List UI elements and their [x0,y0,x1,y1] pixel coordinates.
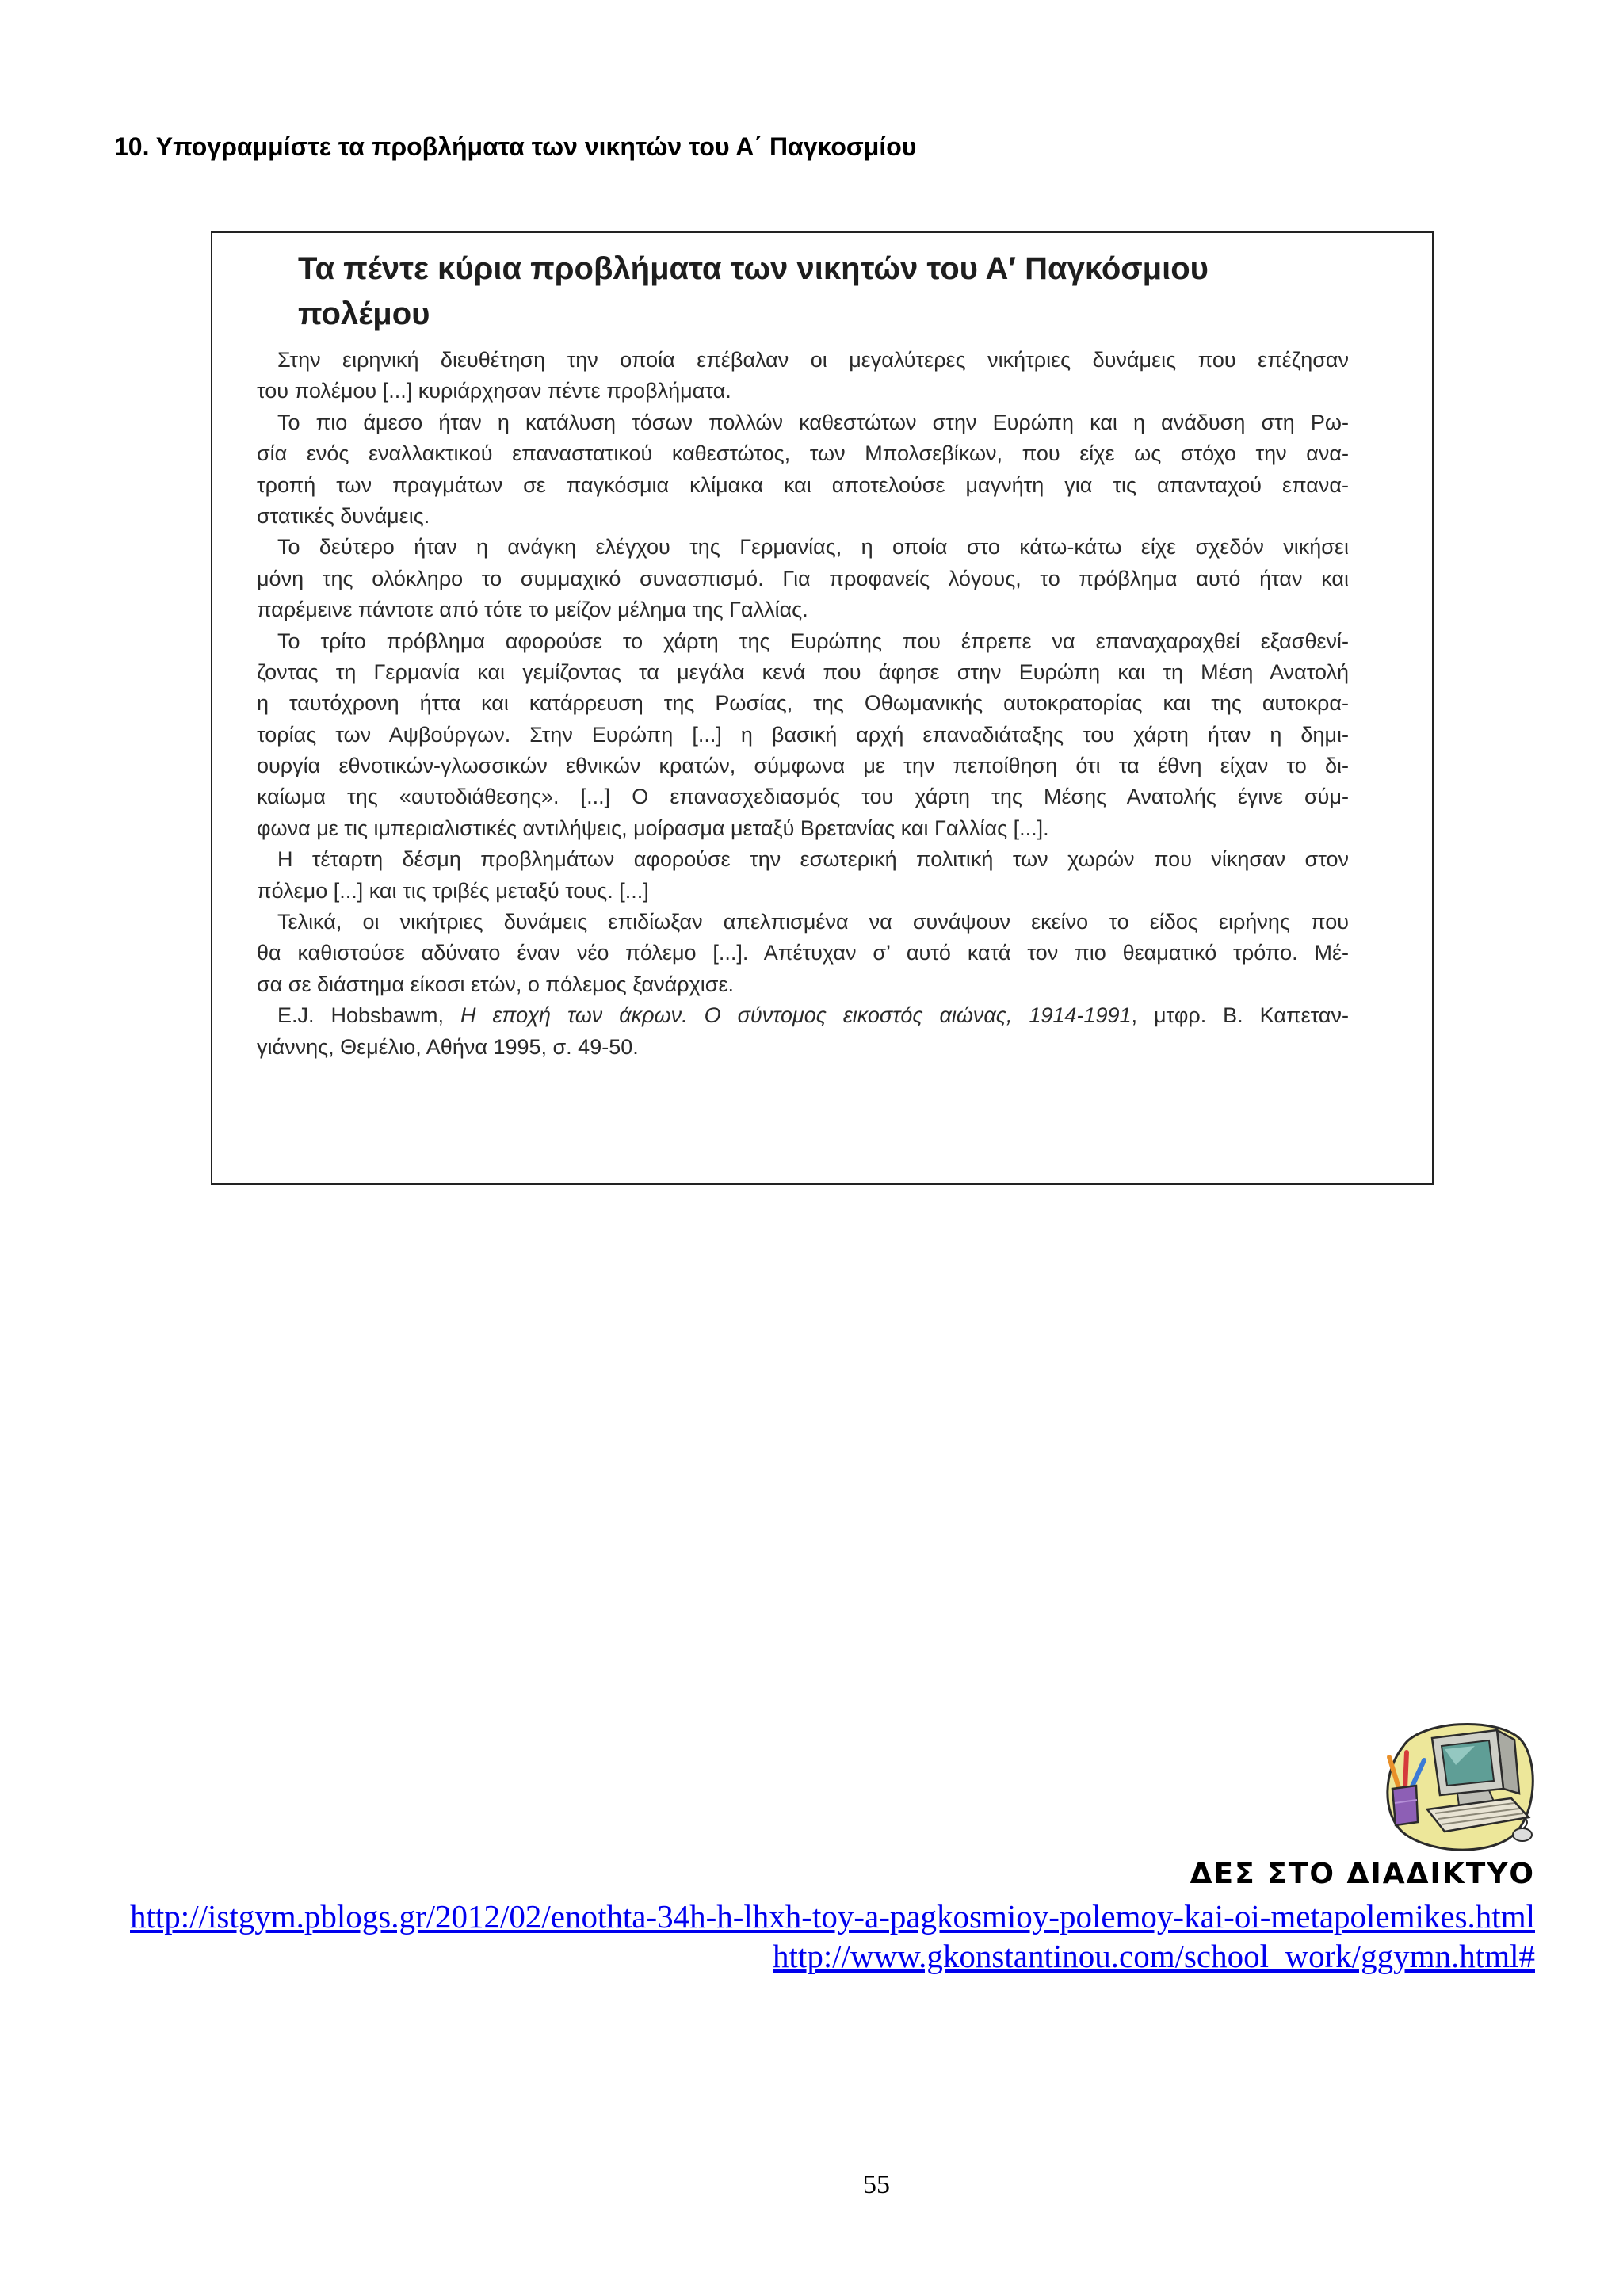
text-line: καίωμα της «αυτοδιάθεσης». [...] Ο επανασχεδιασμός του χάρτη της Μέσης Ανατολής έγινε σύμ- [257,785,1349,809]
text-line: τροπή των πραγμάτων σε παγκόσμια κλίμακα και αποτελούσε μαγνήτη για τις απανταχού επανα- [257,472,1349,497]
internet-links [48,1897,1535,1976]
text-line: του πολέμου [...] κυριάρχησαν πέντε προβλήματα. [257,379,731,403]
citation-line [257,1000,1349,1031]
source-excerpt-box [211,231,1434,1185]
citation-author: E.J. Hobsbawm, [277,1003,461,1028]
web-link[interactable]: http://istgym.pblogs.gr/2012/02/enothta-34h-h-lhxh-toy-a-pagkosmioy-polemoy-kai-oi-metapolemikes.html [130,1898,1535,1935]
text-line: φωνα με τις ιμπεριαλιστικές αντιλήψεις, μοίρασμα μεταξύ Βρετανίας και Γαλλίας [...]. [257,816,1049,840]
see-on-internet-label: ΔΕΣ ΣΤΟ ΔΙΑΔΙΚΤΥΟ [1190,1858,1535,1890]
paragraph [257,532,1349,625]
text-line: ζοντας τη Γερμανία και γεμίζοντας τα μεγάλα κενά που άφησε στην Ευρώπη και τη Μέση Ανατολή [257,659,1349,684]
exercise-heading: 10. Υπογραμμίστε τα προβλήματα των νικητών του Α΄ Παγκοσμίου [114,132,917,161]
text-line: Η τέταρτη δέσμη προβλημάτων αφορούσε την εσωτερική πολιτική των χωρών που νίκησαν στον [277,847,1349,872]
text-line: ουργία εθνοτικών-γλωσσικών εθνικών κρατών, σύμφωνα με την πεποίθηση ότι τα έθνη είχαν το δι- [257,754,1349,778]
text-line: σα σε διάστημα είκοσι ετών, ο πόλεμος ξανάρχισε. [257,972,735,996]
text-line: στατικές δυνάμεις. [257,503,430,528]
excerpt-body [257,345,1349,1063]
citation-details: , μτφρ. Β. Καπεταν- [1131,1003,1349,1028]
web-link[interactable]: http://www.gkonstantinou.com/school_work/ggymn.html# [773,1938,1535,1974]
paragraph [257,626,1349,845]
text-line: τορίας των Αψβούργων. Στην Ευρώπη [...] η βασική αρχή επαναδιάταξης του χάρτη ήταν η δημι- [257,722,1349,747]
paragraph [257,345,1349,407]
text-line: Το πιο άμεσο ήταν η κατάλυση τόσων πολλών καθεστώτων στην Ευρώπη και η ανάδυση στη Ρω- [277,410,1349,434]
citation [257,1000,1349,1063]
paragraph [257,407,1349,533]
paragraph [257,844,1349,907]
text-line: θα καθιστούσε αδύνατο έναν νέο πόλεμο [...]. Απέτυχαν σ’ αυτό κατά τον πιο θεαματικό τρόπο. Μέ- [257,941,1349,965]
text-line: Το τρίτο πρόβλημα αφορούσε το χάρτη της Ευρώπης που έπρεπε να επαναχαραχθεί εξασθενί- [277,628,1349,653]
citation-work-title: Η εποχή των άκρων. Ο σύντομος εικοστός αιώνας, 1914-1991 [460,1003,1132,1028]
excerpt-title-line: Τα πέντε κύρια προβλήματα των νικητών του Α′ Παγκόσμιου [298,251,1209,286]
excerpt-title [298,246,1209,337]
text-line: μόνη της ολόκληρο το συμμαχικό συνασπισμό. Για προφανείς λόγους, το πρόβλημα αυτό ήταν και [257,566,1349,590]
text-line: Τελικά, οι νικήτριες δυνάμεις επιδίωξαν απελπισμένα να συνάψουν εκείνο το είδος ειρήνης που [277,910,1349,934]
computer-clipart-icon [1378,1716,1537,1852]
text-line: η ταυτόχρονη ήττα και κατάρρευση της Ρωσίας, της Οθωμανικής αυτοκρατορίας και της αυτοκρα- [257,691,1349,716]
text-line: παρέμεινε πάντοτε από τότε το μείζον μέλημα της Γαλλίας. [257,598,808,622]
paragraph [257,907,1349,1000]
text-line: πόλεμο [...] και τις τριβές μεταξύ τους. [...] [257,878,649,903]
citation-line: γιάννης, Θεμέλιο, Αθήνα 1995, σ. 49-50. [257,1034,639,1059]
excerpt-title-line: πολέμου [298,296,430,331]
text-line: Το δεύτερο ήταν η ανάγκη ελέγχου της Γερμανίας, η οποία στο κάτω-κάτω είχε σχεδόν νικήσει [277,535,1349,560]
text-line: σία ενός εναλλακτικού επαναστατικού καθεστώτος, των Μπολσεβίκων, που είχε ως στόχο την ανα- [257,441,1349,466]
text-line: Στην ειρηνική διευθέτηση την οποία επέβαλαν οι μεγαλύτερες νικήτριες δυνάμεις που επέζησαν [277,348,1349,372]
page-number: 55 [863,2170,890,2199]
